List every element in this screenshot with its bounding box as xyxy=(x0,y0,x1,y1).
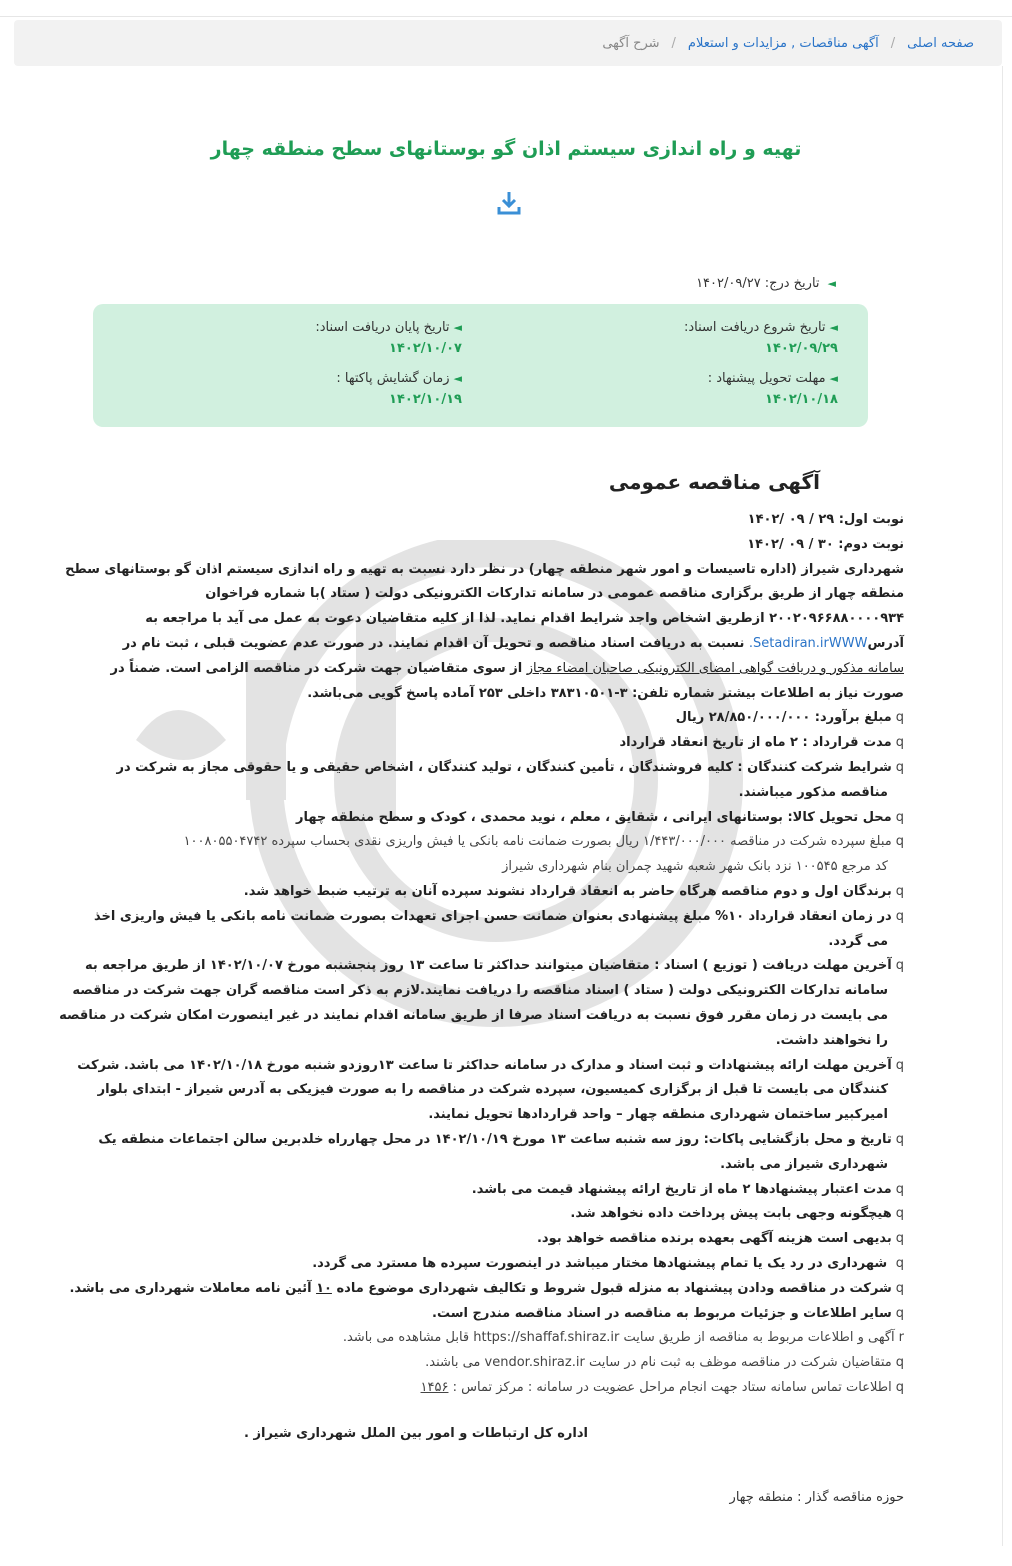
list-marker: q xyxy=(895,735,904,751)
list-item-text: متقاضیان شرکت در مناقصه موظف به ثبت نام در سایت vendor.shiraz.ir می باشند. xyxy=(425,1355,892,1371)
list-item-text: شرایط شرکت کنندگان : کلیه فروشندگان ، تأمین کنندگان ، تولید کنندگان ، اشخاص حقیقی و یا حقوقی مجاز به شرکت در xyxy=(116,759,892,775)
arrow-left-icon: ◄ xyxy=(453,321,462,334)
list-marker: q xyxy=(895,1255,904,1271)
address-prefix: آدرس xyxy=(867,635,904,651)
deadline-date-label: مهلت تحویل پیشنهاد : xyxy=(707,371,826,386)
list-item xyxy=(96,1302,904,1327)
list-item-text: محل تحویل کالا: بوستانهای ایرانی ، شقایق ، معلم ، نوید محمدی ، کودک و سطح منطقه چهار xyxy=(295,809,892,825)
signature-requirement-link: سامانه مذکور و دریافت گواهی امضای الکترونیکی صاحبان امضاء مجاز xyxy=(526,660,904,676)
list-item xyxy=(96,806,904,831)
page-title: تهیه و راه اندازی سیستم اذان گو بوستانهای سطح منطقه چهار xyxy=(210,138,802,160)
list-marker: q xyxy=(895,710,904,726)
breadcrumb-separator: / xyxy=(890,35,896,51)
list-item-cont: امیرکبیر ساختمان شهرداری منطقه چهار – واحد قراردادها تحویل نمایند. xyxy=(428,1107,888,1123)
notice-heading: آگهی مناقصه عمومی xyxy=(608,470,820,494)
arrow-left-icon: ◄ xyxy=(829,372,838,385)
top-divider xyxy=(0,16,1012,17)
start-date-value: ۱۴۰۲/۰۹/۲۹ xyxy=(765,341,838,356)
breadcrumb xyxy=(14,20,1002,66)
list-item xyxy=(96,905,904,930)
setadiran-link[interactable]: Setadiran.irWWW. xyxy=(748,635,868,651)
list-marker: q xyxy=(895,1305,904,1321)
arrow-left-icon: ◄ xyxy=(829,321,838,334)
list-item xyxy=(96,756,904,781)
breadcrumb-home-link[interactable]: صفحه اصلی xyxy=(907,35,974,51)
list-item-cont: کنندگان می بایست تا قبل از برگزاری کمیسیون، سپرده شرکت در مناقصه را به صورت فیزیکی به آدرس شیراز - ابتدای بلوار xyxy=(97,1082,888,1098)
download-button[interactable] xyxy=(497,190,521,216)
list-item xyxy=(96,1202,904,1227)
end-date-label: تاریخ پایان دریافت اسناد: xyxy=(315,320,450,335)
list-item-text: در زمان انعقاد قرارداد ۱۰% مبلغ پیشنهادی بعنوان ضمانت حسن اجرای تعهدات بصورت ضمانت نامه بانکی یا فیش واریزی اخذ xyxy=(94,908,892,924)
opening-date-label: زمان گشایش پاکتها : xyxy=(336,371,450,386)
first-round: نوبت اول: ۲۹ / ۰۹ /۱۴۰۲ xyxy=(747,512,904,527)
insert-date xyxy=(696,276,836,291)
deadline-date-value: ۱۴۰۲/۱۰/۱۸ xyxy=(765,392,838,407)
address-text: نسبت به دریافت اسناد مناقصه و تحویل آن اقدام نمایند. در صورت عدم عضویت قبلی ، ثبت نام در xyxy=(122,635,749,651)
list-marker: q xyxy=(895,1181,904,1197)
list-item xyxy=(96,880,904,905)
list-item-text: بدیهی است هزینه آگهی بعهده برنده مناقصه خواهد بود. xyxy=(536,1231,892,1247)
list-item-text: مدت قرارداد : ۲ ماه از تاریخ انعقاد قرارداد xyxy=(619,735,892,751)
list-item-text: آگهی و اطلاعات مربوط به مناقصه از طریق سایت https://shaffaf.shiraz.ir قابل مشاهده می باشد. xyxy=(342,1330,895,1346)
deadline-date xyxy=(708,371,838,407)
list-marker: q xyxy=(895,1231,904,1247)
list-item xyxy=(96,731,904,756)
list-marker: q xyxy=(895,1379,904,1395)
dates-box xyxy=(93,304,868,427)
end-date xyxy=(315,320,462,356)
list-item-cont: می بایست در زمان مقرر فوق نسبت به دریافت اسناد صرفا از طریق سامانه اقدام نمایند در غیر اینصورت امکان شرکت در مناقصه xyxy=(59,1007,888,1023)
list-item xyxy=(96,1326,904,1351)
start-date xyxy=(684,320,838,356)
list-item xyxy=(96,1178,904,1203)
list-marker: q xyxy=(895,908,904,924)
list-marker: r xyxy=(898,1330,904,1346)
breadcrumb-section-link[interactable]: آگهی مناقصات , مزایدات و استعلام xyxy=(687,35,879,51)
list-item-cont: را نخواهند داشت. xyxy=(775,1032,888,1048)
list-item xyxy=(77,1054,904,1079)
list-marker: q xyxy=(895,1355,904,1371)
call-center-number: ۱۴۵۶ xyxy=(420,1379,449,1395)
list-item-cont: کد مرجع ۱۰۰۵۴۵ نزد بانک شهر شعبه شهید چمران بنام شهرداری شیراز xyxy=(502,859,888,875)
list-marker: q xyxy=(895,809,904,825)
phone-line: صورت نیاز به اطلاعات بیشتر شماره تلفن: ۳-۳۸۳۱۰۵۰۱ داخلی ۲۵۳ آماده پاسخ گویی می‌باشد. xyxy=(307,685,904,701)
list-item-cont: شهرداری شیراز می باشد. xyxy=(720,1156,888,1172)
list-item-text: مبلغ سپرده شرکت در مناقصه ۱/۴۴۳/۰۰۰/۰۰۰ ریال بصورت ضمانت نامه بانکی یا فیش واریزی نقدی بحساب سپرده ۱۰۰۸۰۵۵۰۴۷۴۲ xyxy=(183,834,892,850)
end-date-value: ۱۴۰۲/۱۰/۰۷ xyxy=(389,341,462,356)
insert-date-value: ۱۴۰۲/۰۹/۲۷ xyxy=(696,276,761,291)
list-marker: q xyxy=(895,1206,904,1222)
list-item-cont: سامانه تدارکات الکترونیکی دولت ( ستاد ) اسناد مناقصه را دریافت نمایند.لازم به ذکر است مناقصه گران جهت شرکت در مناقصه xyxy=(72,983,888,999)
signature-requirement-line xyxy=(96,657,904,682)
article-number: ۱۰ xyxy=(316,1280,332,1296)
list-marker: q xyxy=(895,1131,904,1147)
list-item-text: شهرداری در رد یک یا تمام پیشنهادها مختار میباشد در اینصورت سپرده ها مسترد می گردد. xyxy=(312,1255,892,1271)
list-item-text: برندگان اول و دوم مناقصه هرگاه حاضر به انعقاد قرارداد نشوند سپرده آنان به ترتیب ضبط خواهد شد. xyxy=(243,883,892,899)
list-item xyxy=(96,1227,904,1252)
list-item-text: آخرین مهلت ارائه پیشنهادات و ثبت اسناد و مدارک در سامانه حداکثر تا ساعت ۱۳روزدو شنبه مورخ ۱۴۰۲/۱۰/۱۸ می باشد. شرکت xyxy=(77,1057,892,1073)
list-item-text: مدت اعتبار پیشنهادها ۲ ماه از تاریخ ارائه پیشنهاد قیمت می باشد. xyxy=(471,1181,892,1197)
list-item xyxy=(69,1277,904,1302)
insert-date-label: تاریخ درج: xyxy=(764,276,820,291)
notice-body xyxy=(59,470,904,1401)
address-line xyxy=(96,632,904,657)
list-marker: q xyxy=(895,759,904,775)
list-marker: q xyxy=(895,958,904,974)
list-item xyxy=(96,706,904,731)
breadcrumb-current: شرح آگهی xyxy=(602,35,660,51)
list-item-text: شرکت در مناقصه ودادن پیشنهاد به منزله قبول شروط و تکالیف شهرداری موضوع ماده xyxy=(336,1280,892,1296)
list-item xyxy=(96,1252,904,1277)
list-marker: q xyxy=(895,1057,904,1073)
download-icon xyxy=(497,190,521,216)
intro-line: ۲۰۰۲۰۹۶۶۸۸۰۰۰۰۹۳۴ ازطریق اشخاص واجد شرایط اقدام نماید. لذا از کلیه متقاضیان دعوت به عمل می آید با مراجعه به xyxy=(145,611,904,627)
opening-date xyxy=(336,371,462,407)
breadcrumb-separator: / xyxy=(671,35,676,51)
list-item xyxy=(96,1351,904,1376)
list-item-text: اطلاعات تماس سامانه ستاد جهت انجام مراحل عضویت در سامانه : مرکز تماس : xyxy=(448,1379,892,1395)
intro-line: منطقه چهار از طریق برگزاری مناقصه عمومی در سامانه تدارکات الکترونیکی دولت ( ستاد )با شماره فراخوان xyxy=(205,586,904,602)
list-item-text: سایر اطلاعات و جزئیات مربوط به مناقصه در اسناد مناقصه مندرج است. xyxy=(432,1305,892,1321)
signature-requirement-text: از سوی متقاضیان جهت شرکت در مناقصه الزامی است. ضمناً در xyxy=(110,660,527,676)
list-item-cont: مناقصه مذکور میباشند. xyxy=(738,784,888,800)
list-item xyxy=(85,954,904,979)
arrow-left-icon: ◄ xyxy=(827,277,836,290)
content-border xyxy=(1002,66,1003,1546)
list-item-text: تاریخ و محل بازگشایی پاکات: روز سه شنبه ساعت ۱۳ مورخ ۱۴۰۲/۱۰/۱۹ در محل چهارراه خلدبرین سالن اجتماعات منطقه یک xyxy=(98,1131,892,1147)
list-marker: q xyxy=(895,883,904,899)
arrow-left-icon: ◄ xyxy=(453,372,462,385)
start-date-label: تاریخ شروع دریافت اسناد: xyxy=(683,320,826,335)
signature: اداره کل ارتباطات و امور بین الملل شهرداری شیراز . xyxy=(244,1426,588,1441)
list-item-text: آئین نامه معاملات شهرداری می باشد. xyxy=(69,1280,317,1296)
list-item-text: هیچگونه وجهی بابت پیش پرداخت داده نخواهد شد. xyxy=(570,1206,892,1222)
list-item-text: مبلغ برآورد: ۲۸/۸۵۰/۰۰۰/۰۰۰ ریال xyxy=(675,710,892,726)
list-marker: q xyxy=(895,1280,904,1296)
opening-date-value: ۱۴۰۲/۱۰/۱۹ xyxy=(389,392,462,407)
second-round: نوبت دوم: ۳۰ / ۰۹ /۱۴۰۲ xyxy=(747,536,904,552)
list-item-text: آخرین مهلت دریافت ( توزیع ) اسناد : متقاضیان میتوانند حداکثر تا ساعت ۱۳ روز پنجشنبه مورخ ۱۴۰۲/۱۰/۰۷ از طریق مراجعه به xyxy=(85,958,892,974)
intro-line: شهرداری شیراز (اداره تاسیسات و امور شهر منطقه چهار) در نظر دارد نسبت به تهیه و راه اندازی سیستم اذان گو بوستانهای سطح xyxy=(65,561,904,577)
tender-region: حوزه مناقصه گذار : منطقه چهار xyxy=(729,1490,904,1505)
list-item xyxy=(96,830,904,855)
list-item xyxy=(96,1376,904,1401)
list-marker: q xyxy=(895,834,904,850)
list-item xyxy=(96,1128,904,1153)
list-item-cont: می گردد. xyxy=(828,933,888,949)
